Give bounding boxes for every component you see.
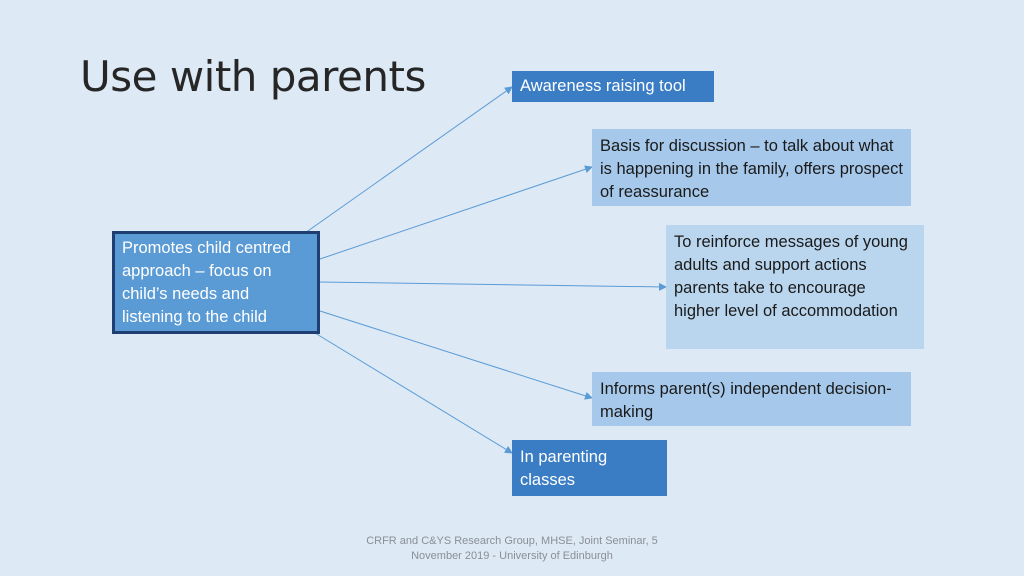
connector-to-reinforce [320, 282, 666, 287]
connector-to-informs [320, 311, 592, 398]
target-box-awareness: Awareness raising tool [512, 71, 714, 102]
slide-footer: CRFR and C&YS Research Group, MHSE, Joint Seminar, 5 November 2019 - University of Edinburgh [366, 535, 658, 562]
connector-to-awareness [305, 87, 512, 233]
target-box-parenting-classes: In parenting classes [512, 440, 667, 496]
target-box-basis-for-discussion: Basis for discussion – to talk about what is happening in the family, offers prospect of reassurance [592, 129, 911, 206]
target-box-informs-parents: Informs parent(s) independent decision-making [592, 372, 911, 426]
connector-to-parenting [315, 333, 512, 453]
central-concept-box: Promotes child centred approach – focus on child’s needs and listening to the child [112, 231, 320, 334]
connector-to-basis [320, 167, 592, 259]
slide-title: Use with parents [80, 52, 426, 101]
target-box-reinforce-messages: To reinforce messages of young adults and support actions parents take to encourage higher level of accommodation [666, 225, 924, 349]
